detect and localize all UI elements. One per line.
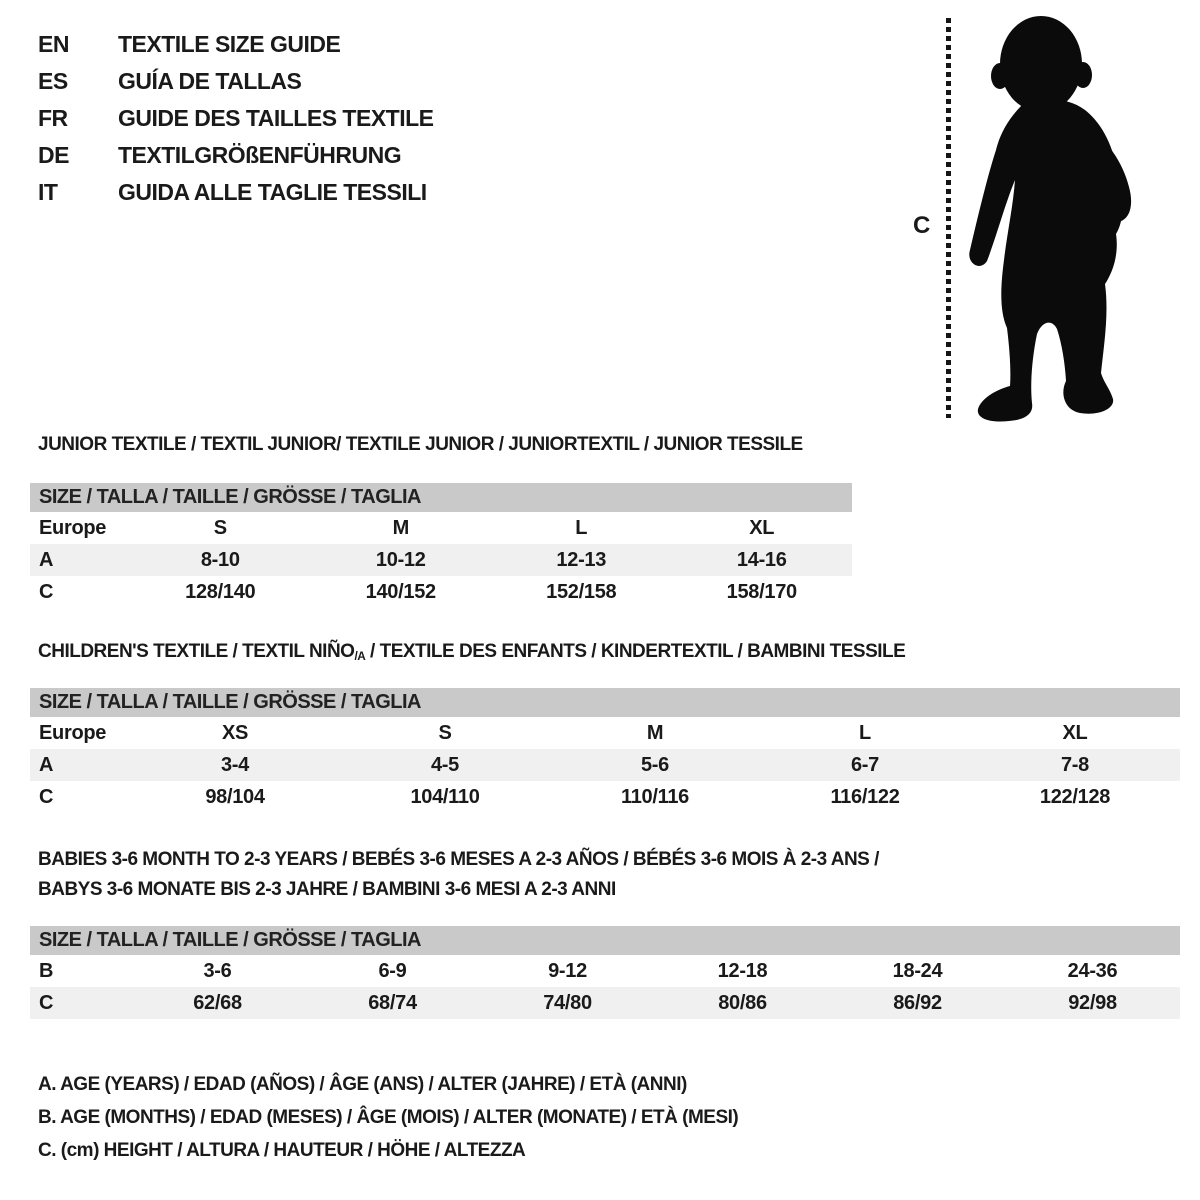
height-cell: 68/74 [368, 992, 417, 1014]
language-header [38, 26, 434, 211]
age-cell: 10-12 [375, 549, 426, 571]
section-title-junior: JUNIOR TEXTILE / TEXTIL JUNIOR/ TEXTILE JUNIOR / JUNIORTEXTIL / JUNIOR TESSILE [38, 434, 803, 455]
age-cell: 12-13 [556, 549, 607, 571]
size-cell: M [392, 517, 409, 539]
size-cell: L [575, 517, 588, 539]
height-cell: 110/116 [621, 786, 689, 808]
size-cell: S [213, 517, 227, 539]
row-label: C [39, 992, 54, 1014]
age-cell: 9-12 [548, 960, 587, 982]
row-label: C [39, 581, 54, 603]
height-cell: 140/152 [365, 581, 436, 603]
language-code: DE [38, 142, 69, 168]
height-cell: 62/68 [193, 992, 242, 1014]
language-title: GUÍA DE TALLAS [118, 68, 302, 94]
table-row-height-cm [30, 987, 1180, 1019]
height-cell: 152/158 [546, 581, 617, 603]
age-cell: 24-36 [1067, 960, 1118, 982]
row-label: A [39, 754, 54, 776]
section-title-babies-line2: BABYS 3-6 MONATE BIS 2-3 JAHRE / BAMBINI 3-6 MESI A 2-3 ANNI [38, 879, 616, 900]
table-row-europe [30, 717, 1180, 749]
age-cell: 6-7 [850, 754, 879, 776]
section-title-children-pre: CHILDREN'S TEXTILE / TEXTIL NIÑO [38, 641, 355, 662]
height-cell: 158/170 [726, 581, 797, 603]
language-code: IT [38, 179, 58, 205]
age-cell: 8-10 [200, 549, 240, 571]
age-cell: 5-6 [640, 754, 669, 776]
age-cell: 18-24 [892, 960, 943, 982]
row-label: A [39, 549, 54, 571]
legend [38, 1068, 738, 1167]
height-cell: 74/80 [543, 992, 592, 1014]
language-code: FR [38, 105, 68, 131]
table-header-size: SIZE / TALLA / TAILLE / GRÖSSE / TAGLIA [30, 926, 1180, 955]
language-code: EN [38, 31, 69, 57]
junior-size-table [30, 483, 852, 608]
height-cell: 104/110 [410, 786, 480, 808]
section-title-children [38, 641, 905, 663]
children-size-table [30, 688, 1180, 813]
language-code: ES [38, 68, 68, 94]
language-row-es [38, 63, 434, 100]
height-measure-dotted-line [946, 18, 951, 418]
size-cell: S [438, 722, 452, 744]
height-cell: 98/104 [205, 786, 265, 808]
age-cell: 12-18 [717, 960, 768, 982]
table-row-europe [30, 512, 852, 544]
section-title-children-sub: /A [354, 649, 366, 663]
language-row-fr [38, 100, 434, 137]
age-cell: 3-4 [220, 754, 249, 776]
height-cell: 116/122 [830, 786, 900, 808]
legend-line-a: A. AGE (YEARS) / EDAD (AÑOS) / ÂGE (ANS) / ALTER (JAHRE) / ETÀ (ANNI) [38, 1074, 687, 1095]
language-title: GUIDA ALLE TAGLIE TESSILI [118, 179, 427, 205]
legend-line-b: B. AGE (MONTHS) / EDAD (MESES) / ÂGE (MOIS) / ALTER (MONATE) / ETÀ (MESI) [38, 1107, 739, 1128]
height-measure-label: C [913, 212, 931, 239]
legend-line-c: C. (cm) HEIGHT / ALTURA / HAUTEUR / HÖHE / ALTEZZA [38, 1140, 526, 1161]
age-cell: 3-6 [203, 960, 232, 982]
height-cell: 92/98 [1068, 992, 1117, 1014]
row-label: Europe [39, 722, 107, 744]
language-title: TEXTILE SIZE GUIDE [118, 31, 341, 57]
row-label: Europe [39, 517, 107, 539]
size-cell: M [646, 722, 664, 744]
age-cell: 14-16 [736, 549, 787, 571]
table-row-height-cm [30, 781, 1180, 813]
language-row-en [38, 26, 434, 63]
size-cell: L [859, 722, 871, 744]
language-title: TEXTILGRÖßENFÜHRUNG [118, 142, 402, 168]
size-cell: XL [749, 517, 775, 539]
age-cell: 6-9 [378, 960, 407, 982]
babies-size-table [30, 926, 1180, 1019]
age-cell: 4-5 [430, 754, 459, 776]
language-title: GUIDE DES TAILLES TEXTILE [118, 105, 434, 131]
section-title-children-post: / TEXTILE DES ENFANTS / KINDERTEXTIL / BAMBINI TESSILE [365, 641, 906, 662]
age-cell: 7-8 [1060, 754, 1089, 776]
table-header-size: SIZE / TALLA / TAILLE / GRÖSSE / TAGLIA [30, 483, 852, 512]
toddler-silhouette-image [963, 12, 1145, 422]
table-row-age-years [30, 544, 852, 576]
table-row-height-cm [30, 576, 852, 608]
size-cell: XS [221, 722, 249, 744]
table-row-age-years [30, 749, 1180, 781]
table-row-age-months [30, 955, 1180, 987]
language-row-it [38, 174, 434, 211]
language-row-de [38, 137, 434, 174]
table-header-size: SIZE / TALLA / TAILLE / GRÖSSE / TAGLIA [30, 688, 1180, 717]
height-cell: 128/140 [185, 581, 256, 603]
height-cell: 80/86 [718, 992, 767, 1014]
height-cell: 86/92 [893, 992, 942, 1014]
section-title-babies-line1: BABIES 3-6 MONTH TO 2-3 YEARS / BEBÉS 3-6 MESES A 2-3 AÑOS / BÉBÉS 3-6 MOIS À 2-3 ANS / [38, 849, 879, 870]
size-cell: XL [1062, 722, 1088, 744]
row-label: C [39, 786, 54, 808]
height-cell: 122/128 [1039, 786, 1111, 808]
row-label: B [39, 960, 54, 982]
